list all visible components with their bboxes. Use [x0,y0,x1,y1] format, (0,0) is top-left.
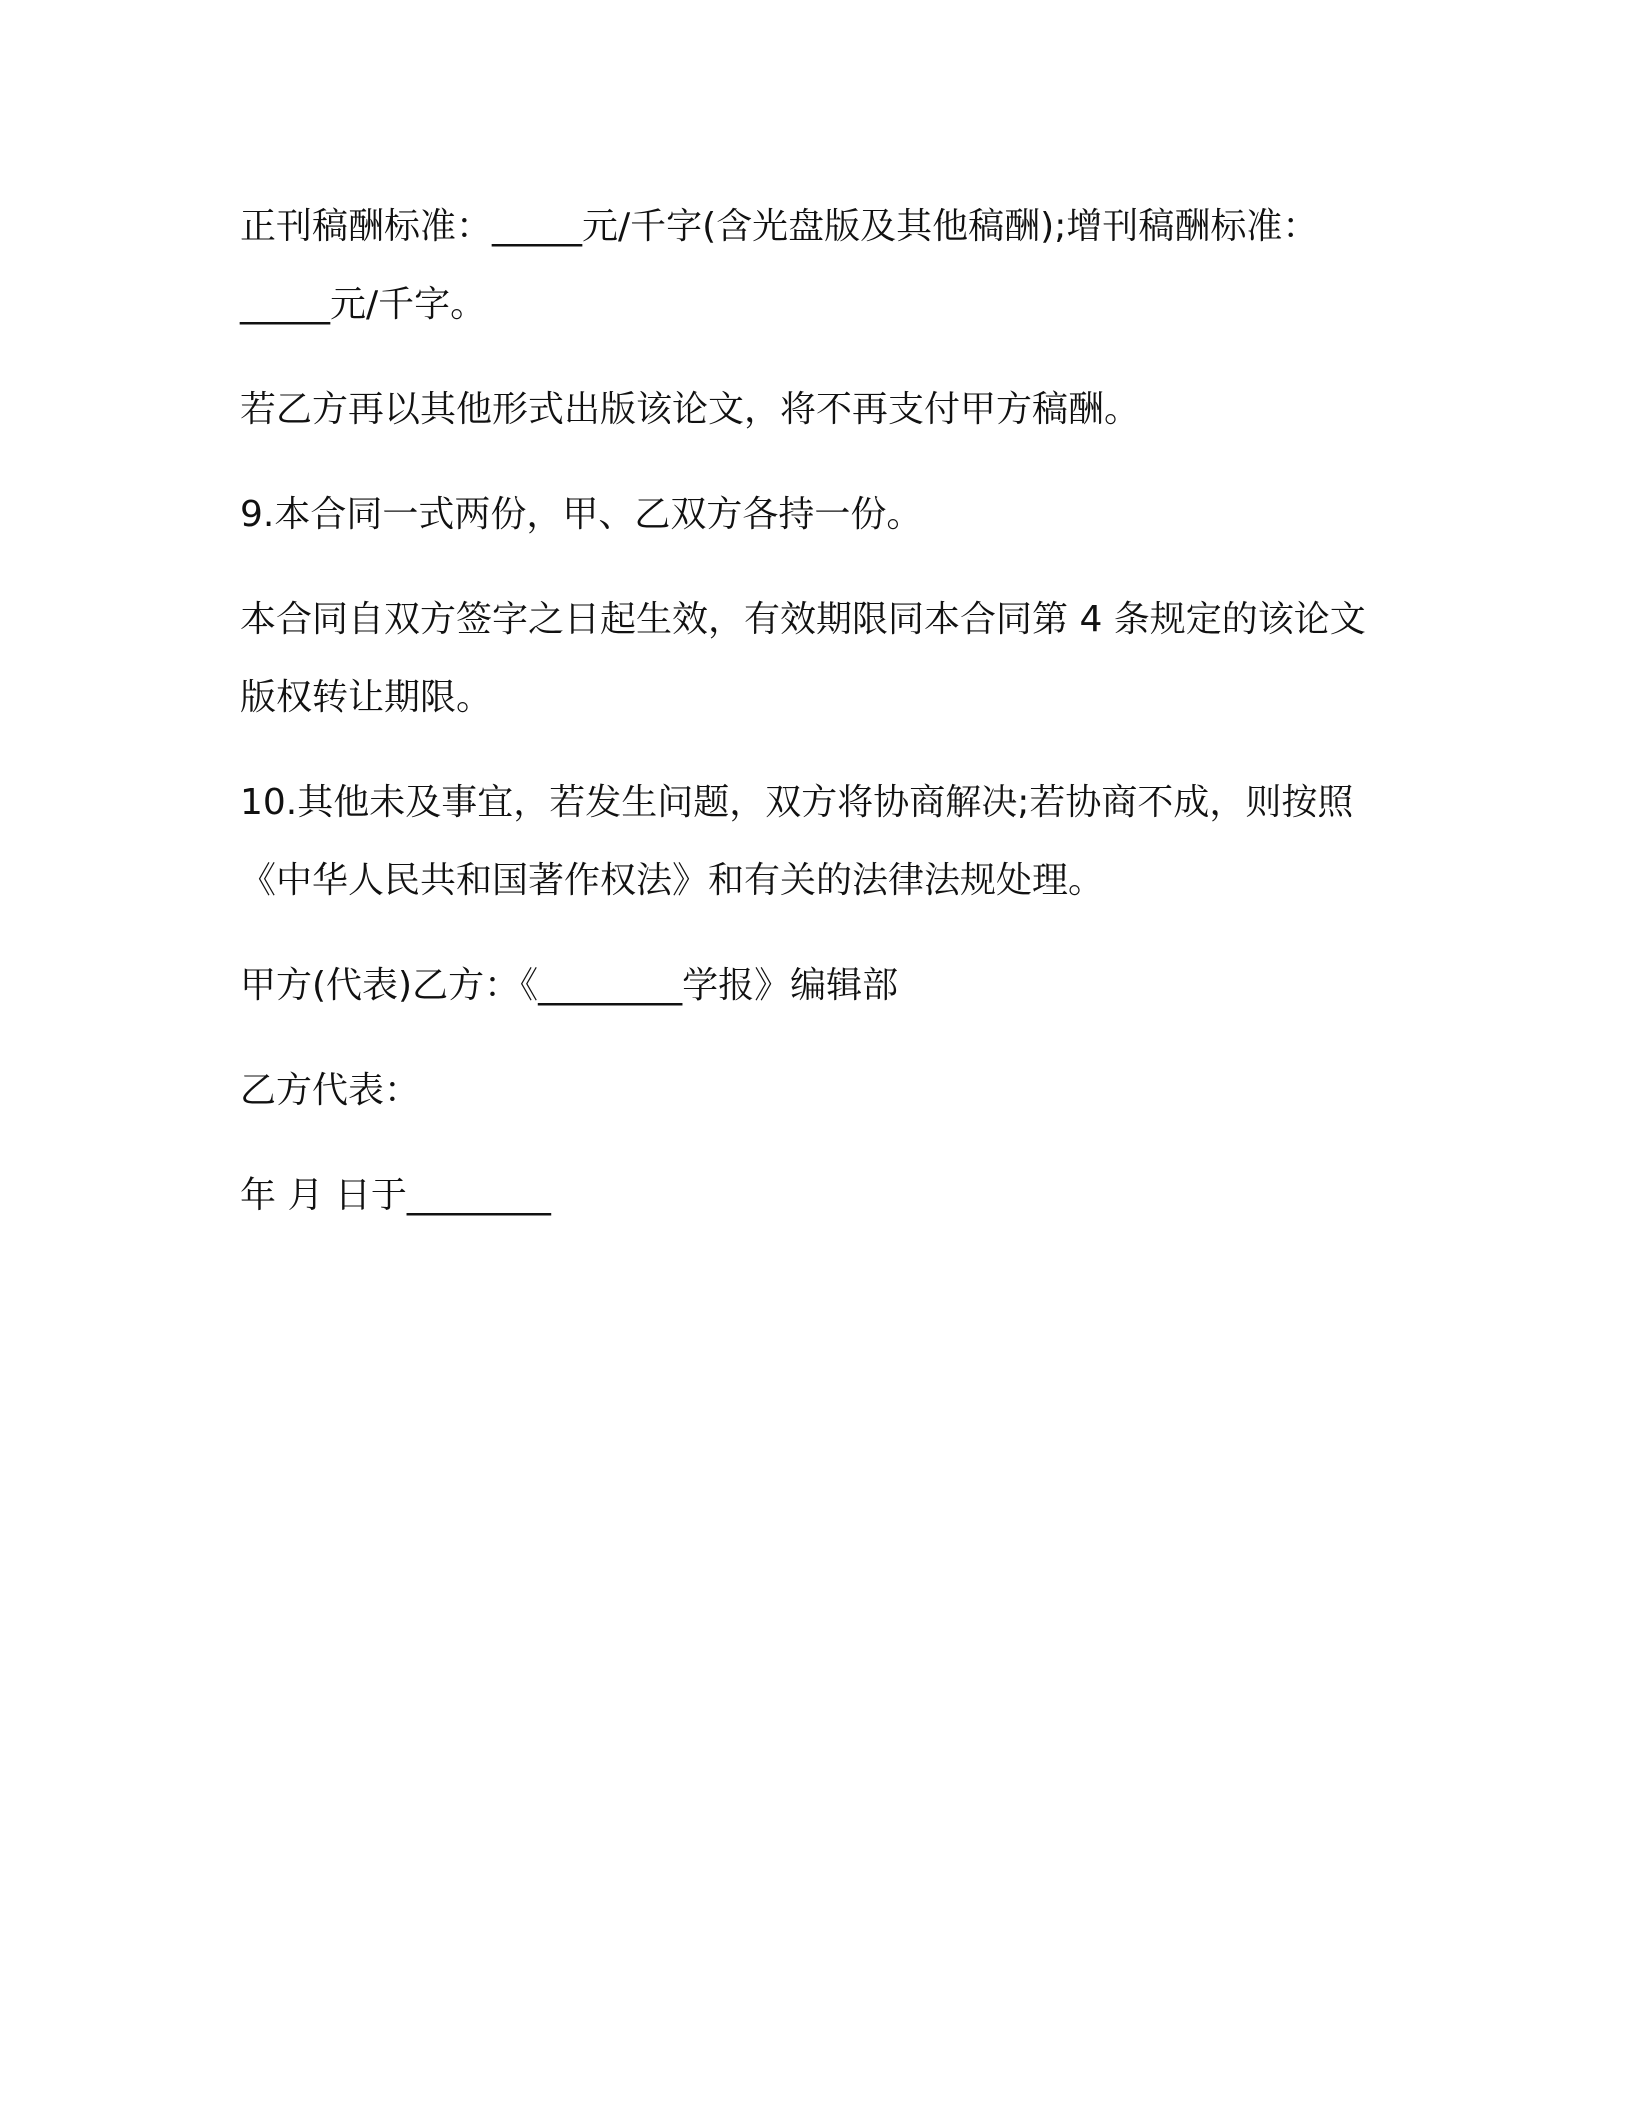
date-place-line: 年 月 日于________ [240,1175,551,1216]
clause-9-paragraph: 9.本合同一式两份，甲、乙双方各持一份。 [240,494,923,535]
royalty-standard-paragraph: 正刊稿酬标准：_____元/千字(含光盘版及其他稿酬);增刊稿酬标准：_____元/千字。 [240,206,1319,325]
document-body [240,188,1400,1262]
effective-date-paragraph: 本合同自双方签字之日起生效，有效期限同本合同第 4 条规定的该论文版权转让期限。 [240,599,1366,718]
clause-10-paragraph: 10.其他未及事宜，若发生问题，双方将协商解决;若协商不成，则按照《中华人民共和国著作权法》和有关的法律法规处理。 [240,782,1354,901]
party-b-representative-line: 乙方代表： [240,1070,421,1111]
no-further-royalty-paragraph: 若乙方再以其他形式出版该论文，将不再支付甲方稿酬。 [240,389,1141,430]
party-a-signature-line: 甲方(代表)乙方：《________学报》编辑部 [240,965,899,1006]
